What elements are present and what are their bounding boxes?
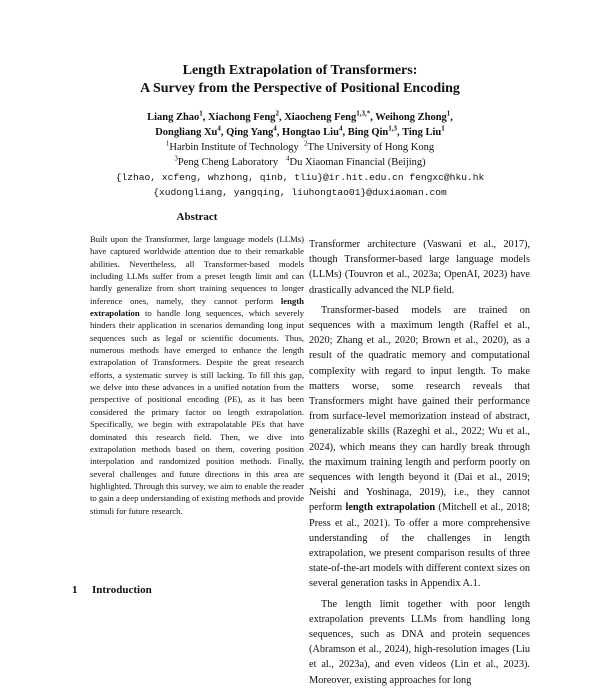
- author: Bing Qin: [347, 127, 389, 138]
- affiliations-line-1: [0, 140, 600, 155]
- author-sup: 1,3,*: [356, 109, 371, 118]
- abstract-text: [88, 233, 306, 517]
- authors-line-2: Dongliang Xu$^4$, Qing Yang$^4$, Hongtao Liu$^4$, Bing Qin$^{1,3}$, Ting Liu$^1$: [155, 124, 445, 138]
- aff-sup: 3: [174, 154, 178, 163]
- author: Xiaocheng Feng: [284, 112, 357, 123]
- abstract-text-part: to handle long sequences, which severely hinders their application in scenarios demanding long input sequences such as legal or scientific documents. Thus, numerous methods have emerged to enhance the length extrapolation of Transformers. Despite the great research efforts, a systematic survey is still lacking. To fill this gap, we delve into these advances in a unified notation from the perspective of positional encoding (PE), as it has been considered the primary factor on length extrapolation. Specifically, we begin with extrapolatable PEs that have dominated this research field. Then, we dive into extrapolation methods based on them, covering position interpolation and randomized position methods. Finally, several challenges and future directions in this area are highlighted. Through this survey, we aim to enable the reader to gain a deep understanding of existing methods and provide stimuli for future research.: [90, 308, 305, 516]
- abstract-text-part: Built upon the Transformer, large language models (LLMs) have captured worldwide attention due to their remarkable abilities. Nevertheless, all Transformer-based models including LLMs suffer from a preset length limit and can hardly generalize from short training sequences to longer inference ones, namely, they cannot perform: [90, 234, 304, 306]
- author-sup: 4: [273, 124, 277, 133]
- body-paragraph: Transformer architecture (Vaswani et al., 2017), though Transformer-based large language models (LLMs) (Touvron et al., 2023a; OpenAI, 2023) have drastically advanced the NLP field.: [309, 239, 530, 296]
- affiliation: Peng Cheng Laboratory: [177, 157, 279, 168]
- abstract-heading: Abstract: [176, 211, 218, 223]
- affiliation: Du Xiaoman Financial (Beijing): [289, 157, 426, 168]
- paper-header: [0, 62, 600, 200]
- affiliations-line-2: [0, 155, 600, 170]
- section-title: Introduction: [92, 584, 152, 596]
- aff-sup: 4: [286, 154, 290, 163]
- section-heading: [72, 584, 152, 596]
- paper-title: [0, 62, 600, 98]
- affiliation: Harbin Institute of Technology: [169, 142, 299, 153]
- section-number: 1: [72, 584, 78, 596]
- abstract-bold-term: length extrapolation: [90, 295, 304, 319]
- author: Weihong Zhong: [375, 112, 447, 123]
- body-column: [309, 237, 530, 693]
- author: Xiachong Feng: [208, 112, 276, 123]
- body-paragraph: The length limit together with poor length extrapolation prevents LLMs from handling long sequences, such as DNA and protein sequences (Abramson et al., 2024), high-resolution images (Liu et al., 2023a), and even videos (Lin et al., 2023). Moreover, existing approaches for long: [309, 598, 530, 686]
- author-sup: 4: [217, 124, 221, 133]
- author-sup: 1: [446, 109, 451, 118]
- author: Qing Yang: [226, 127, 274, 138]
- aff-sup: 1: [165, 139, 170, 148]
- author: Dongliang Xu: [155, 127, 218, 138]
- author-sup: 2: [275, 109, 279, 118]
- author-sup: 1: [441, 124, 445, 133]
- email-line-1: {lzhao, xcfeng, whzhong, qinb, tliu}@ir.hit.edu.cn fengxc@hku.hk: [115, 172, 485, 183]
- abstract-column: [88, 211, 306, 517]
- author: Ting Liu: [402, 127, 442, 138]
- author-list: [0, 110, 600, 140]
- authors-line-1: Liang Zhao$^1$, Xiachong Feng$^2$, Xiaocheng Feng$^{1,3,*}$, Weihong Zhong$^1$,: [147, 109, 453, 123]
- author: Hongtao Liu: [282, 127, 339, 138]
- author-sup: 1: [199, 109, 203, 118]
- author: Liang Zhao: [147, 112, 200, 123]
- author-sup: 1,3: [388, 124, 397, 133]
- body-bold-term: length extrapolation: [345, 502, 436, 514]
- body-text-part: Transformer-based models are trained on sequences with a maximum length (Raffel et al., 2020; Zhang et al., 2020; Brown et al., 2020), as a result of the quadratic memory and computational complexity with regard to input length. To make matters worse, some research reveals that Transformers might have gained their performance from surface-level memorization instead of abstract, generalizable skills (Razeghi et al., 2022; Wu et al., 2024), which means they can hardly break through the maximum training length and perform poorly on sequences with length beyond it (Dai et al., 2019; Neishi and Yoshinaga, 2019), i.e., they cannot perform: [309, 304, 530, 514]
- body-paragraph: [309, 303, 530, 592]
- author-sup: 4: [338, 124, 343, 133]
- email-line-2: {xudongliang, yangqing, liuhongtao01}@duxiaoman.com: [153, 187, 447, 198]
- body-text-part: (Mitchell et al., 2018; Press et al., 2021). To offer a more comprehensive understanding of the challenges in length extrapolation, we present comparison results of three state-of-the-art models with different context sizes on several generation tasks in Appendix A.1.: [309, 502, 530, 590]
- title-line-2: A Survey from the Perspective of Positional Encoding: [140, 81, 460, 96]
- affiliation: The University of Hong Kong: [307, 142, 435, 153]
- title-line-1: Length Extrapolation of Transformers:: [182, 63, 418, 78]
- aff-sup: 2: [304, 139, 308, 148]
